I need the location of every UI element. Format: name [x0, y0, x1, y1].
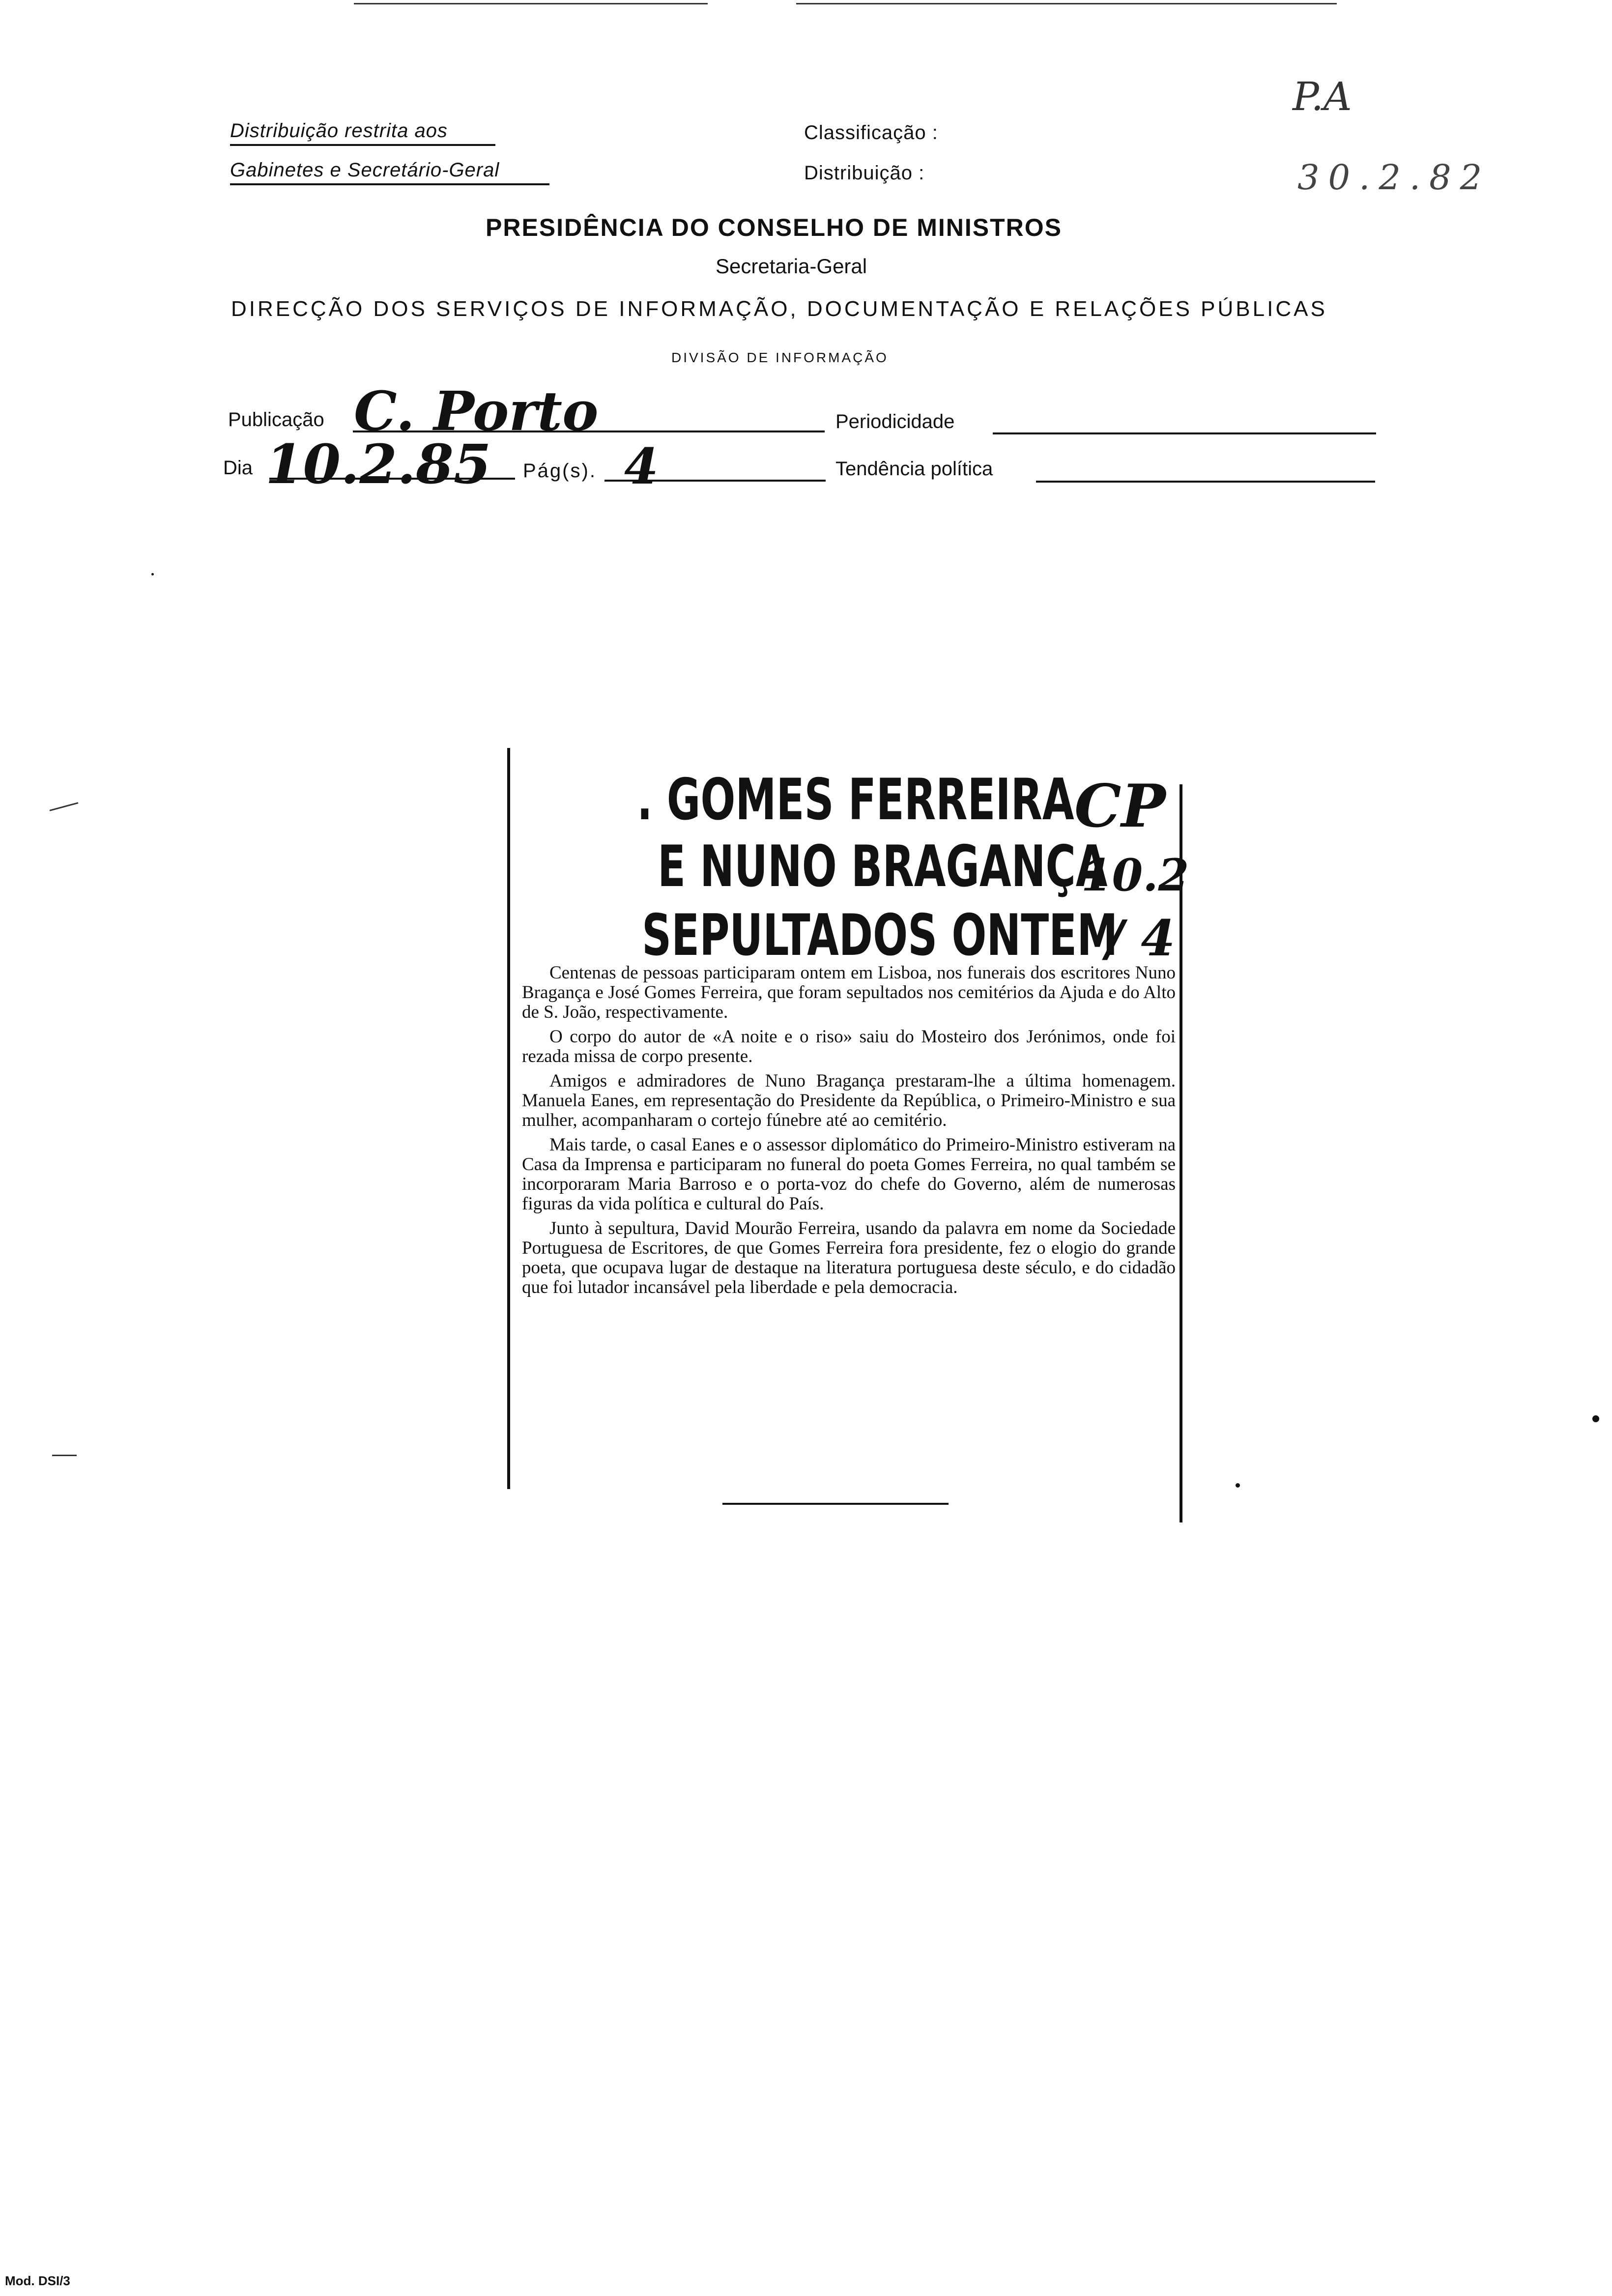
annotation-date: 10.2 — [1081, 849, 1189, 901]
handwritten-archive-date: 30.2.82 — [1297, 157, 1491, 198]
article-paragraph: Mais tarde, o casal Eanes e o assessor diplomático do Primeiro-Ministro estiveram na Casa da Imprensa e participaram no funeral do poeta Gomes Ferreira, no qual também se incorporaram Maria Barroso e o porta-voz do chefe do Governo, além de numerosas figuras da vida política e cultural do País. — [522, 1135, 1176, 1214]
article-paragraph: Centenas de pessoas participaram ontem em Lisboa, nos funerais dos escritores Nuno Bragança e José Gomes Ferreira, que foram sepultados nos cemitérios da Ajuda e do Alto de S. João, respectivamente. — [522, 963, 1176, 1022]
day-value: 10.2.85 — [265, 432, 491, 496]
pages-value: 4 — [624, 437, 659, 495]
article-body — [522, 963, 1176, 1297]
handwritten-archive-mark: P.A — [1293, 74, 1352, 119]
classification-label: Classificação : — [804, 122, 938, 144]
publication-value: C. Porto — [354, 379, 599, 443]
division-name: DIVISÃO DE INFORMAÇÃO — [671, 350, 889, 365]
article-headline-line1: . GOMES FERREIRA — [637, 767, 1074, 833]
institution-subtitle: Secretaria-Geral — [716, 255, 867, 278]
day-line — [269, 478, 515, 480]
pages-line — [604, 480, 826, 482]
periodicity-line — [993, 432, 1376, 434]
political-tendency-label: Tendência política — [835, 458, 993, 480]
article-headline-line2: E NUNO BRAGANÇA — [658, 833, 1108, 900]
day-label: Dia — [223, 457, 253, 479]
scan-dot — [1592, 1415, 1599, 1422]
article-paragraph: O corpo do autor de «A noite e o riso» saiu do Mosteiro dos Jerónimos, onde foi rezada missa de corpo presente. — [522, 1027, 1176, 1066]
clipping-left-border — [507, 748, 510, 1489]
scan-dot — [1236, 1483, 1240, 1488]
department-name: DIRECÇÃO DOS SERVIÇOS DE INFORMAÇÃO, DOCUMENTAÇÃO E RELAÇÕES PÚBLICAS — [231, 297, 1327, 321]
scan-dot — [151, 573, 154, 575]
annotation-page: / 4 — [1106, 909, 1175, 967]
form-model-code: Mod. DSI/3 — [5, 2273, 70, 2288]
distribution-restricted-line2: Gabinetes e Secretário-Geral — [230, 159, 549, 185]
distribution-label: Distribuição : — [804, 162, 925, 184]
publication-label: Publicação — [228, 409, 324, 430]
scan-mark — [50, 802, 79, 811]
political-tendency-line — [1036, 481, 1375, 483]
institution-title: PRESIDÊNCIA DO CONSELHO DE MINISTROS — [486, 214, 1063, 241]
article-paragraph: Amigos e admiradores de Nuno Bragança prestaram-lhe a última homenagem. Manuela Eanes, em representação do Presidente da República, o Primeiro-Ministro e sua mulher, acompanharam o cortejo fúnebre até ao cemitério. — [522, 1071, 1176, 1130]
scan-mark — [52, 1455, 77, 1456]
periodicity-label: Periodicidade — [835, 411, 955, 432]
article-headline-line3: SEPULTADOS ONTEM — [642, 902, 1118, 969]
annotation-newspaper-code: CP — [1074, 772, 1166, 841]
article-paragraph: Junto à sepultura, David Mourão Ferreira, usando da palavra em nome da Sociedade Portuguesa de Escritores, de que Gomes Ferreira fora presidente, fez o elogio do grande poeta, que ocupava lugar de destaque na literatura portuguesa deste século, e do cidadão que foi lutador incansável pela liberdade e pela democracia. — [522, 1218, 1176, 1297]
scan-edge-line — [354, 3, 708, 4]
pages-label: Pág(s). — [523, 460, 597, 482]
article-end-rule — [722, 1503, 949, 1505]
scan-edge-line — [796, 3, 1337, 4]
distribution-restricted-line1: Distribuição restrita aos — [230, 120, 495, 146]
